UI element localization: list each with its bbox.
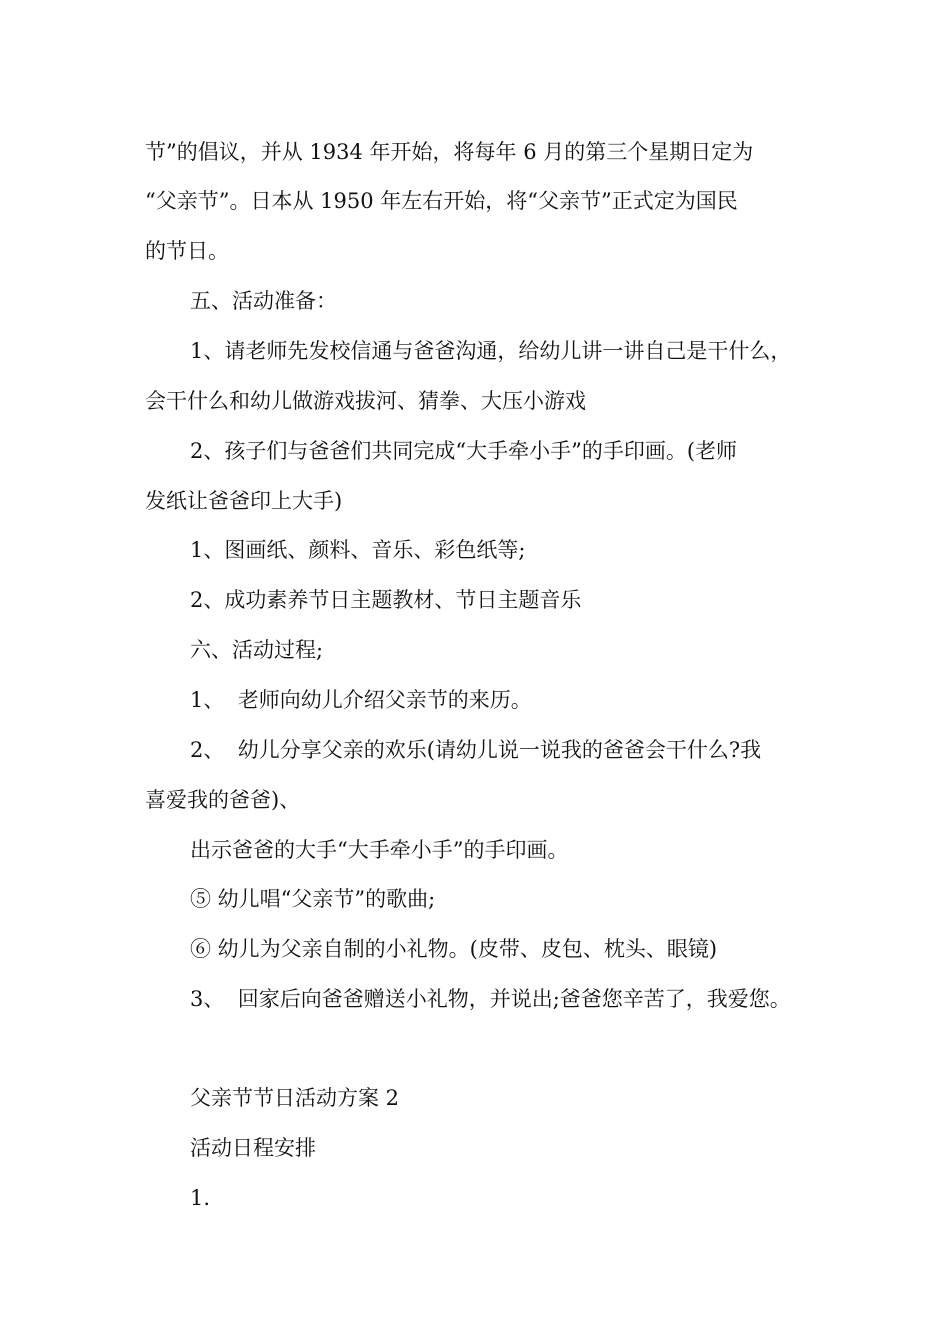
- text-line: 2、 幼儿分享父亲的欢乐(请幼儿说一说我的爸爸会干什么?我: [190, 738, 762, 762]
- section-heading: 五、活动准备：: [190, 289, 337, 313]
- text-line: 喜爱我的爸爸)、: [145, 788, 301, 812]
- text-line: 3、 回家后向爸爸赠送小礼物，并说出;爸爸您辛苦了，我爱您。: [190, 987, 791, 1011]
- text-line: 2、孩子们与爸爸们共同完成“大手牵小手”的手印画。(老师: [190, 439, 738, 463]
- text-line: 的节日。: [145, 239, 229, 263]
- text-line: 2、成功素养节日主题教材、节日主题音乐: [190, 588, 582, 612]
- text-line: 会干什么和幼儿做游戏拔河、猜拳、大压小游戏: [145, 389, 586, 413]
- text-line: 1、请老师先发校信通与爸爸沟通，给幼儿讲一讲自己是干什么，: [190, 339, 792, 363]
- text-line: 发纸让爸爸印上大手): [145, 489, 343, 513]
- text-line: ⑤ 幼儿唱“父亲节”的歌曲;: [190, 887, 436, 911]
- text-line: 1、图画纸、颜料、音乐、彩色纸等;: [190, 538, 526, 562]
- section-heading: 六、活动过程;: [190, 638, 324, 662]
- text-line: 节”的倡议，并从 1934 年开始，将每年 6 月的第三个星期日定为: [145, 140, 754, 164]
- text-line: 1.: [190, 1186, 211, 1210]
- text-line: 活动日程安排: [190, 1136, 316, 1160]
- text-line: 出示爸爸的大手“大手牵小手”的手印画。: [190, 838, 569, 862]
- text-line: “父亲节”。日本从 1950 年左右开始，将“父亲节”正式定为国民: [145, 189, 738, 213]
- section-title: 父亲节节日活动方案 2: [190, 1086, 400, 1110]
- text-line: ⑥ 幼儿为父亲自制的小礼物。(皮带、皮包、枕头、眼镜): [190, 937, 718, 961]
- text-line: 1、 老师向幼儿介绍父亲节的来历。: [190, 688, 532, 712]
